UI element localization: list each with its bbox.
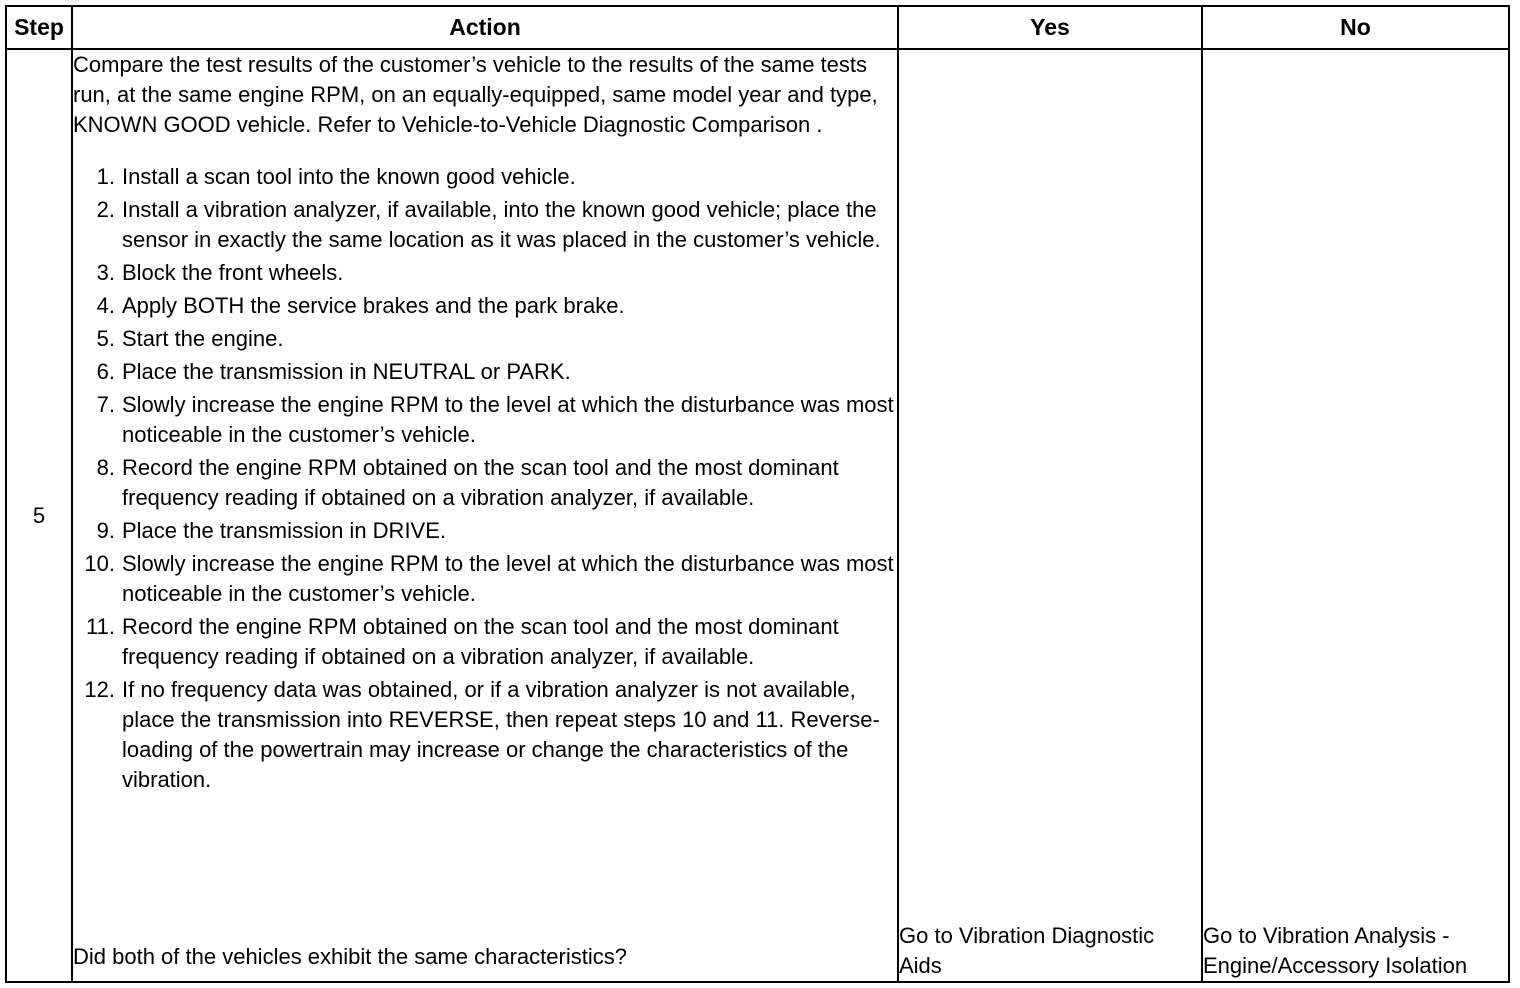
step-index: 12.: [84, 677, 115, 702]
procedure-step: [73, 516, 897, 546]
step-text: Record the engine RPM obtained on the scan tool and the most dominant frequency reading if obtained on a vibration analyzer, if available.: [122, 614, 839, 669]
step-index: 7.: [96, 392, 115, 417]
procedure-step: [73, 162, 897, 192]
step-index: 4.: [96, 293, 115, 318]
step-text: Place the transmission in DRIVE.: [122, 518, 447, 543]
header-action: Action: [72, 6, 898, 49]
procedure-step: [73, 324, 897, 354]
step-index: 8.: [96, 455, 115, 480]
step-index: 10.: [84, 551, 115, 576]
action-question-text: Did both of the vehicles exhibit the same characteristics?: [73, 944, 627, 969]
step-index: 9.: [96, 518, 115, 543]
step-index: 11.: [86, 614, 115, 639]
step-text: If no frequency data was obtained, or if a vibration analyzer is not available, place the transmission into REVERSE, then repeat steps 10 and 11. Reverse-loading of the powertrain may increase or change the characteristics of the vibration.: [122, 677, 880, 792]
step-number: 5: [6, 49, 72, 982]
step-text: Apply BOTH the service brakes and the park brake.: [122, 293, 625, 318]
yes-cell: [898, 49, 1202, 982]
procedure-step: [73, 549, 897, 609]
procedure-step: [73, 357, 897, 387]
no-cell: [1202, 49, 1509, 982]
step-index: 3.: [96, 260, 115, 285]
action-cell: [72, 49, 898, 982]
step-index: 1.: [96, 164, 115, 189]
action-intro: [73, 50, 897, 140]
procedure-step: [73, 258, 897, 288]
procedure-step: [73, 675, 897, 795]
step-text: Slowly increase the engine RPM to the level at which the disturbance was most noticeable in the customer’s vehicle.: [122, 551, 894, 606]
procedure-step: [73, 612, 897, 672]
no-result: Go to Vibration Analysis - Engine/Accessory Isolation: [1203, 923, 1468, 978]
step-index: 5.: [96, 326, 115, 351]
header-row: [6, 6, 1509, 49]
step-text: Place the transmission in NEUTRAL or PARK.: [122, 359, 571, 384]
step-text: Record the engine RPM obtained on the scan tool and the most dominant frequency reading if obtained on a vibration analyzer, if available.: [122, 455, 839, 510]
step-text: Block the front wheels.: [122, 260, 344, 285]
procedure-step: [73, 453, 897, 513]
header-yes: Yes: [898, 6, 1202, 49]
step-text: Slowly increase the engine RPM to the level at which the disturbance was most noticeable in the customer’s vehicle.: [122, 392, 894, 447]
step-text: Install a vibration analyzer, if available, into the known good vehicle; place the sensor in exactly the same location as it was placed in the customer’s vehicle.: [122, 197, 881, 252]
procedure-step: [73, 195, 897, 255]
yes-result: Go to Vibration Diagnostic Aids: [899, 923, 1155, 978]
step-row: [6, 49, 1509, 982]
procedure-step: [73, 390, 897, 450]
header-step: Step: [6, 6, 72, 49]
procedure-steps: [73, 162, 897, 795]
procedure-step: [73, 291, 897, 321]
action-question: [73, 942, 897, 972]
action-intro-text: Compare the test results of the customer’s vehicle to the results of the same tests run, at the same engine RPM, on an equally-equipped, same model year and type, KNOWN GOOD vehicle. Refer to Vehicle-to-Vehicle Diagnostic Comparison .: [73, 52, 878, 137]
step-text: Start the engine.: [122, 326, 284, 351]
step-index: 2.: [96, 197, 115, 222]
step-index: 6.: [96, 359, 115, 384]
step-text: Install a scan tool into the known good vehicle.: [122, 164, 576, 189]
diagnostic-table: [5, 5, 1510, 983]
header-no: No: [1202, 6, 1509, 49]
